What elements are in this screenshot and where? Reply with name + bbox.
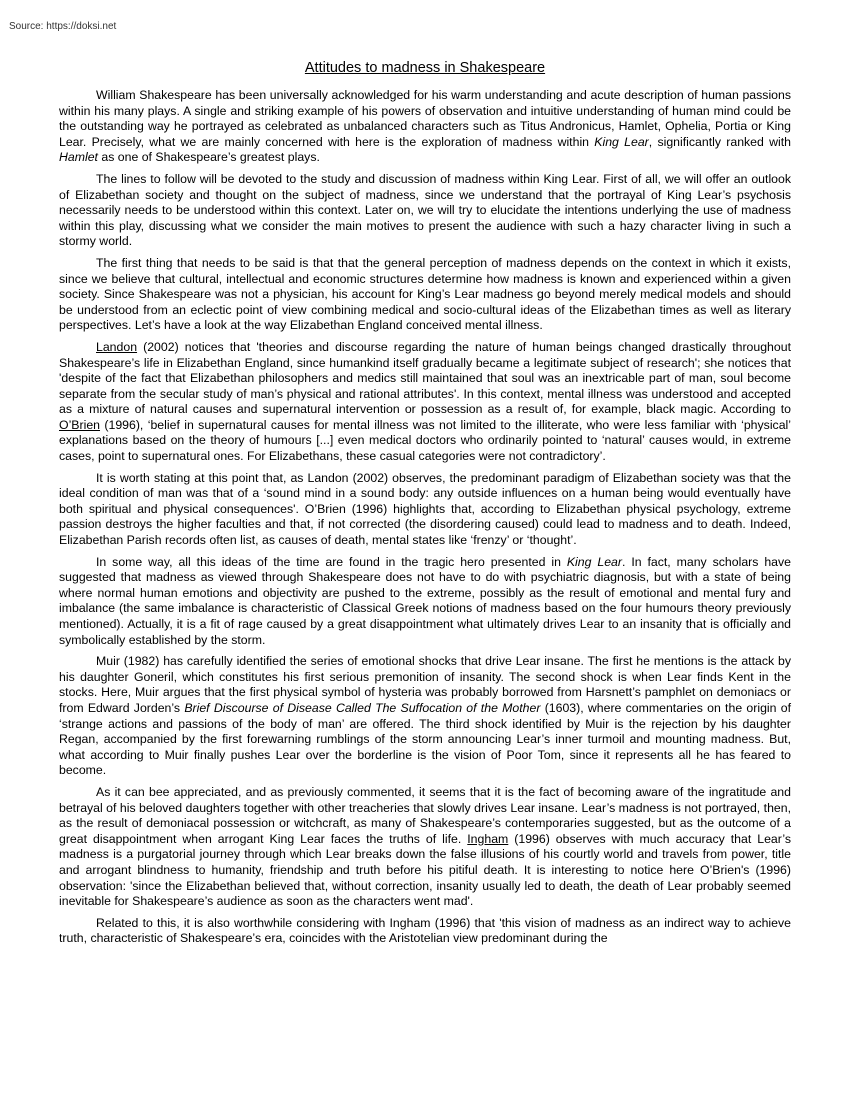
text: (2002) notices that 'theories and discourse regarding the nature of human beings changed drastically throughout Shakespeare’s life in Elizabethan England, since humankind itself gradually became a legitimate subject of research'; she notices that 'despite of the fact that Elizabethan philosophers and medics still maintained that soul was an inextricable part of man, soul become separate from the secular study of man’s physical and rational attributes'. In this context, mental illness was understood and accepted as a mixture of natural causes and supernatural intervention or possession as a result of, for example, black magic. According to — [59, 339, 791, 417]
text: Muir (1982) has carefully identified the series of emotional shocks that drive Lear insane. The first he mentions is the attack by his daughter Goneril, which constitutes his first serious premonition of insanity. The second shock is when Lear finds Kent in the stocks. Here, Muir argues that the first physical symbol of hysteria was probably borrowed from Harsnett’s pamphlet on demoniacs or from Edward Jorden’s — [59, 654, 791, 715]
italic-title: King Lear — [594, 134, 649, 149]
link-landon[interactable]: Landon — [96, 339, 138, 354]
paragraph-3: The first thing that needs to be said is that that the general perception of madness depends on the context in which it exists, since we believe that cultural, intellectual and economic structures determine how madness is known and experienced within a given society. Since Shakespeare was not a physician, his account for King’s Lear madness go beyond merely medical models and should be understood from an eclectic point of view combining medical and socio-cultural ideas of the Elizabethan times as well as literary perspectives. Let’s have a look at the way Elizabethan England conceived mental illness. — [59, 255, 791, 333]
paragraph-6 — [59, 555, 791, 649]
paragraph-9: Related to this, it is also worthwhile considering with Ingham (1996) that 'this vision of madness as an indirect way to achieve truth, characteristic of Shakespeare’s era, coincides with the Aristotelian view predominant during the — [59, 915, 791, 946]
link-obrien[interactable]: O’Brien — [59, 417, 101, 432]
paragraph-7 — [59, 654, 791, 779]
italic-title: King Lear — [566, 554, 622, 569]
text: In some way, all this ideas of the time are found in the tragic hero presented in — [96, 554, 567, 569]
text: (1996), ‘belief in supernatural causes for mental illness was not limited to the illiterate, who were less familiar with ‘physical’ explanations based on the theory of humours [...] even medical doctors who ordinarily pointed to ‘natural’ causes would, in extreme cases, point to supernatural ones. For Elizabethans, these casual categories were not contradictory’. — [59, 417, 791, 464]
paragraph-4 — [59, 340, 791, 465]
text: (1996) observes with much accuracy that Lear’s madness is a purgatorial journey through which Lear breaks down the false illusions of his courtly world and travels from power, title and arrogant blindness to humanity, friendship and truth before his pitiful death. It is interesting to notice here O’Brien's (1996) observation: 'since the Elizabethan believed that, without correction, insanity usually led to death, the death of Lear probably seemed inevitable for Shakespeare’s audience as soon as the characters went mad'. — [59, 831, 791, 909]
text: (1603), where commentaries on the origin of ‘strange actions and passions of the body of man’ are offered. The third shock identified by Muir is the rejection by his daughter Regan, accompanied by the first forewarning rumblings of the storm announcing Lear’s inner turmoil and mounting madness. But, what according to Muir finally pushes Lear over the borderline is the vision of Poor Tom, since it represents all he has feared to become. — [59, 700, 791, 778]
text: As it can bee appreciated, and as previously commented, it seems that it is the fact of becoming aware of the ingratitude and betrayal of his beloved daughters together with other treacheries that slowly drives Lear insane. Lear’s madness is not portrayed, then, as the result of demoniacal possession or witchcraft, as many of Shakespeare’s contemporaries suggested, but as the outcome of a great disappointment when arrogant King Lear faces the truths of life. — [59, 784, 791, 846]
paragraph-5: It is worth stating at this point that, as Landon (2002) observes, the predominant paradigm of Elizabethan society was that the ideal condition of man was that of a ‘sound mind in a sound body: any outside influences on a human being would eventually have both spiritual and physical consequences'. O’Brien (1996) highlights that, according to Elizabethan physical psychology, extreme passion destroys the higher faculties and that, if not corrected (the disordering caused) could lead to madness and to death. Indeed, Elizabethan Parish records often list, as causes of death, mental states like ‘frenzy’ or ‘thought’. — [59, 470, 791, 548]
page-title: Attitudes to madness in Shakespeare — [304, 60, 546, 76]
text: William Shakespeare has been universally acknowledged for his warm understanding and acute description of human passions within his many plays. A single and striking example of his powers of observation and intuitive understanding of human mind could be the outstanding way he portrayed as celebrated as unbalanced characters such as Titus Andronicus, Hamlet, Ophelia, Portia or King Lear. Precisely, what we are mainly concerned with here is the exploration of madness within — [59, 88, 791, 149]
paragraph-2: The lines to follow will be devoted to the study and discussion of madness within King Lear. First of all, we will offer an outlook of Elizabethan society and thought on the subject of madness, since we understand that the portrayal of King Lear’s psychosis necessarily needs to be understood within this context. Later on, we will try to elucidate the intentions underlying the use of madness within this play, discussing what we consider the main motives to present the audience with such a hazy character living in such a stormy world. — [59, 171, 791, 249]
text: . In fact, many scholars have suggested that madness as viewed through Shakespeare does not have to do with psychiatric diagnosis, but with a state of being where normal human emotions and objectivity are pushed to the extreme, possibly as the result of emotional and mental fury and imbalance (the same imbalance is characteristic of Classical Greek notions of madness based on the four humours theory previously mentioned). Actually, it is a fit of rage caused by a great disappointment what ultimately drives Lear to an insanity that is officially and symbolically established by the storm. — [59, 554, 791, 647]
italic-title: Hamlet — [59, 150, 98, 165]
text: as one of Shakespeare’s greatest plays. — [97, 150, 320, 165]
document-body — [59, 58, 791, 953]
italic-title: Brief Discourse of Disease Called The Suffocation of the Mother — [184, 700, 541, 715]
paragraph-8 — [59, 785, 791, 910]
source-note: Source: https://doksi.net — [9, 21, 117, 32]
link-ingham[interactable]: Ingham — [467, 831, 509, 846]
paragraph-1 — [59, 88, 791, 166]
text: , significantly ranked with — [648, 134, 791, 149]
